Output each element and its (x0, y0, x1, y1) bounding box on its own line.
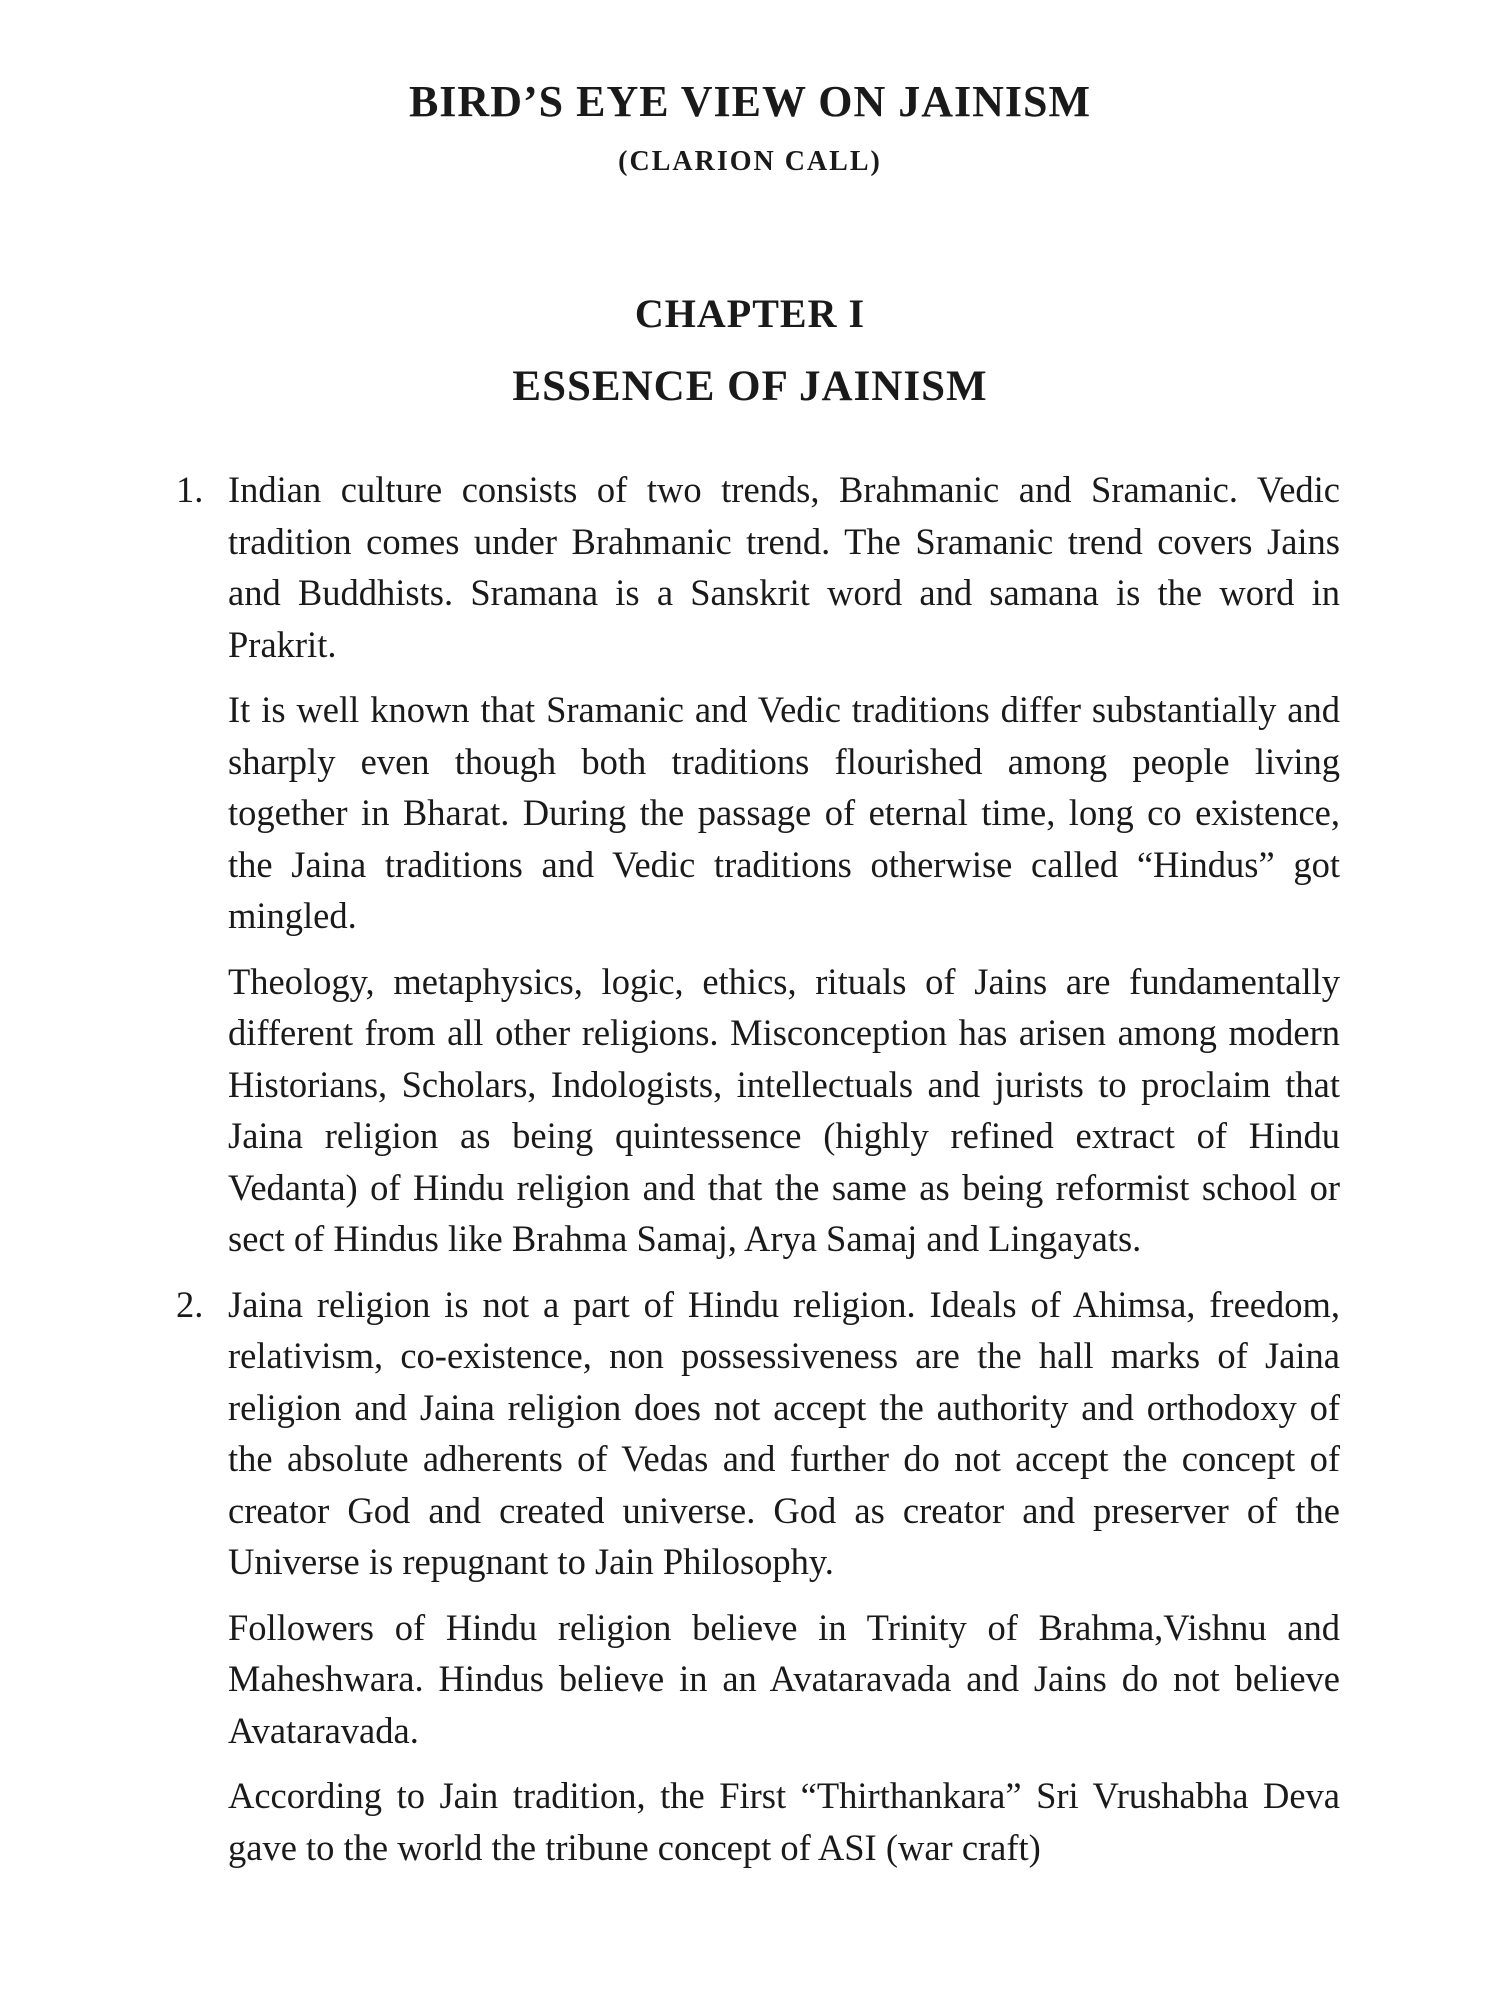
book-subtitle: (CLARION CALL) (618, 146, 882, 177)
paragraph: Followers of Hindu religion believe in Trinity of Brahma,Vishnu and Maheshwara. Hindus believe in an Avataravada and Jains do not believe Avataravada. (228, 1606, 1340, 1751)
chapter-title: ESSENCE OF JAINISM (512, 363, 988, 410)
paragraph: It is well known that Sramanic and Vedic traditions differ substantially and sharply even though both traditions flourished among people living together in Bharat. During the passage of eternal time, long co existence, the Jaina traditions and Vedic traditions otherwise called “Hindus” got mingled. (228, 689, 1340, 936)
item-number: 1. (176, 469, 204, 510)
numbered-item (176, 464, 1340, 1265)
paragraph: Theology, metaphysics, logic, ethics, rituals of Jains are fundamentally different from all other religions. Misconception has arisen among modern Historians, Scholars, Indologists, intellectuals and jurists to proclaim that Jaina religion as being quintessence (highly refined extract of Hindu Vedanta) of Hindu religion and that the same as being reformist school or sect of Hindus like Brahma Samaj, Arya Samaj and Lingayats. (228, 960, 1340, 1259)
book-title: BIRD’S EYE VIEW ON JAINISM (408, 77, 1092, 126)
paragraph: According to Jain tradition, the First “Thirthankara” Sri Vrushabha Deva gave to the world the tribune concept of ASI (war craft) (228, 1775, 1340, 1868)
chapter-body (176, 464, 1340, 1887)
item-number: 2. (176, 1283, 204, 1325)
paragraph: Jaina religion is not a part of Hindu religion. Ideals of Ahimsa, freedom, relativism, co-existence, non possessiveness are the hall marks of Jaina religion and Jaina religion does not accept the authority and orthodoxy of the absolute adherents of Vedas and further do not accept the concept of creator God and created universe. God as creator and preserver of the Universe is repugnant to Jain Philosophy. (228, 1283, 1340, 1582)
chapter-number: CHAPTER I (634, 291, 866, 336)
numbered-item (176, 1279, 1340, 1874)
paragraph: Indian culture consists of two trends, Brahmanic and Sramanic. Vedic tradition comes under Brahmanic trend. The Sramanic trend covers Jains and Buddhists. Sramana is a Sanskrit word and samana is the word in Prakrit. (228, 469, 1340, 665)
